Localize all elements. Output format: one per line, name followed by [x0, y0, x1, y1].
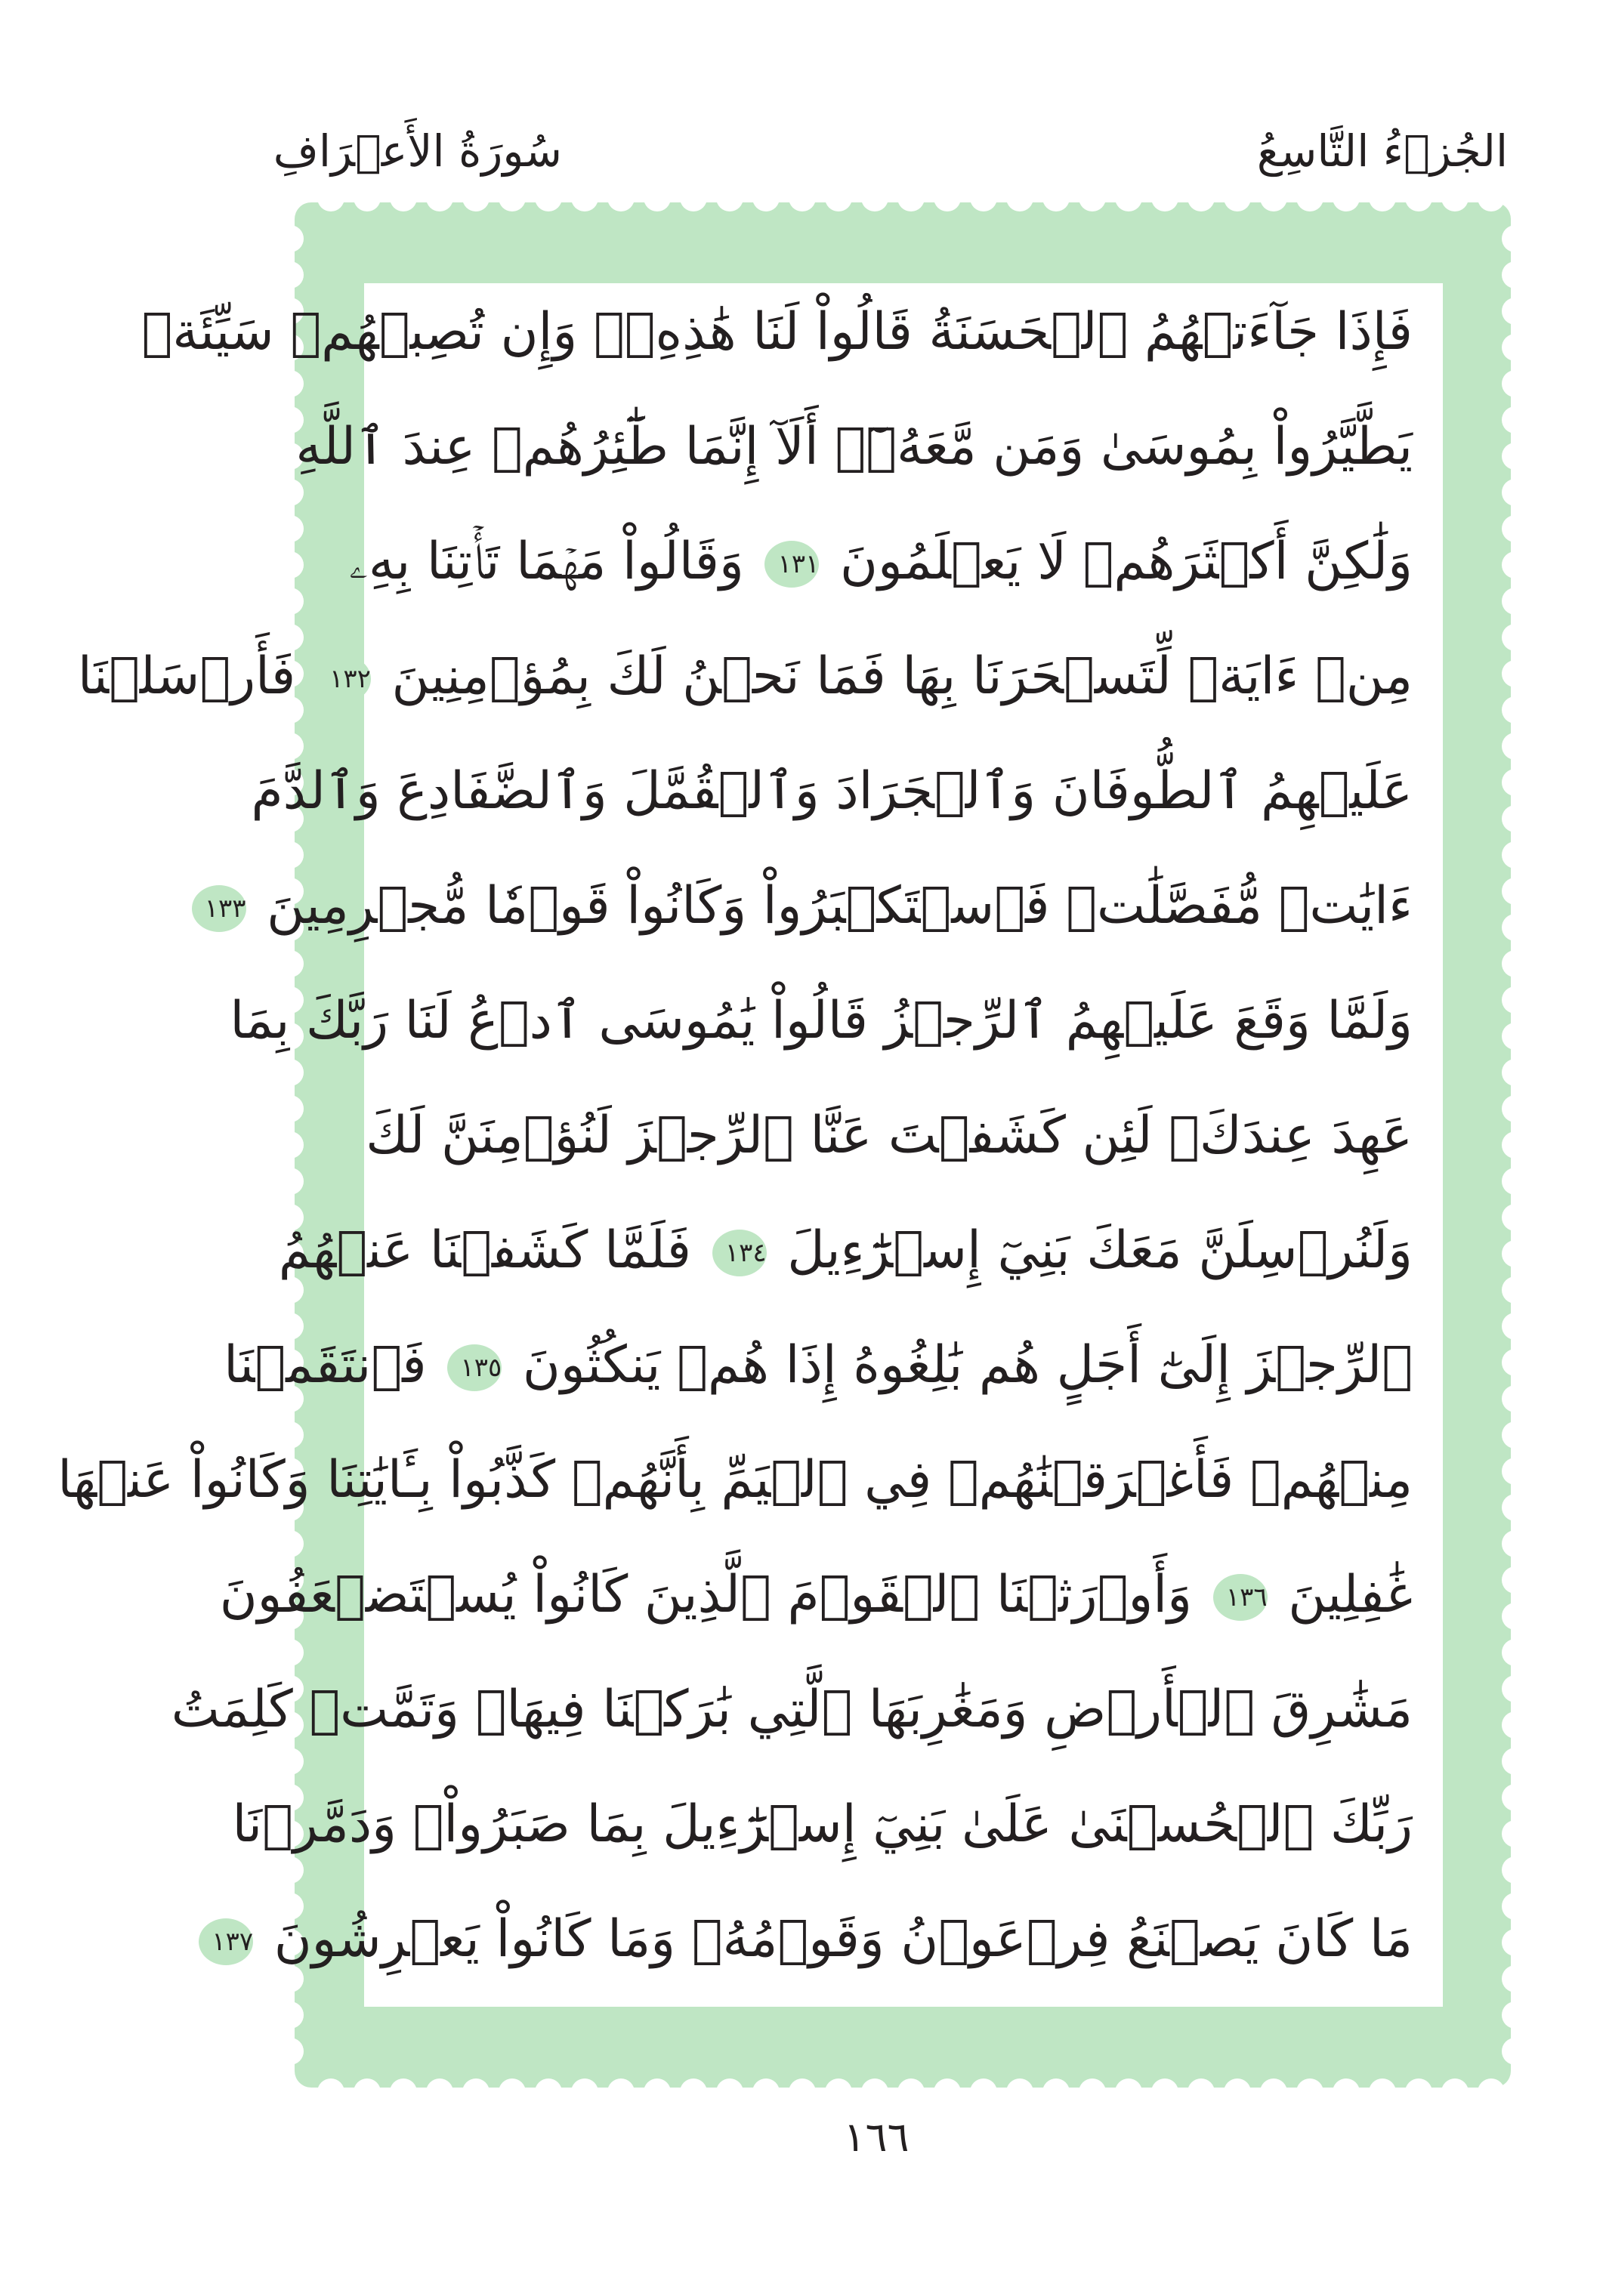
scallop	[499, 2078, 526, 2106]
scallop	[276, 225, 304, 252]
scallop	[1502, 1276, 1529, 1304]
scallop	[1502, 588, 1529, 615]
scallop	[716, 2078, 743, 2106]
scallop	[789, 184, 816, 211]
scallop	[1502, 1748, 1529, 1775]
scallop	[276, 1131, 304, 1159]
scallop	[1188, 184, 1215, 211]
scallop	[354, 2078, 381, 2106]
scallop	[1502, 2001, 1529, 2029]
quran-line-6: ءَايَٰتٖ مُّفَصَّلَٰتٖ فَٱسۡتَكۡبَرُواْ وَكَانُواْ قَوۡمٗا مُّجۡرِمِينَ ١٣٣	[393, 862, 1413, 951]
scallop	[1478, 184, 1505, 211]
scallop	[1502, 696, 1529, 724]
scallop	[1502, 841, 1529, 869]
scallop	[1502, 1784, 1529, 1811]
scallop	[970, 2078, 997, 2106]
scallop	[1151, 184, 1178, 211]
scallop	[276, 515, 304, 542]
scallop	[934, 2078, 961, 2106]
scallop	[1502, 1711, 1529, 1739]
scallop	[462, 184, 490, 211]
scallop	[535, 184, 562, 211]
scallop	[462, 2078, 490, 2106]
scallop	[1333, 184, 1360, 211]
scallop	[1441, 184, 1469, 211]
scallop	[1502, 1385, 1529, 1412]
scallop	[1502, 660, 1529, 687]
scallop	[1042, 184, 1070, 211]
scallop	[1502, 1639, 1529, 1666]
scallop	[1115, 184, 1142, 211]
scallop	[1502, 733, 1529, 760]
quran-line-2: يَطَّيَّرُواْ بِمُوسَىٰ وَمَن مَّعَهُۥٓۗ أَلَآ إِنَّمَا طَٰٓئِرُهُمۡ عِندَ ٱللَّهِ	[295, 417, 1413, 477]
scallop	[1502, 1421, 1529, 1449]
scallop	[1151, 2078, 1178, 2106]
scallop	[1260, 184, 1287, 211]
quran-line-13: مَشَٰرِقَ ٱلۡأَرۡضِ وَمَغَٰرِبَهَا ٱلَّتِي بَٰرَكۡنَا فِيهَاۖ وَتَمَّتۡ كَلِمَتُ	[171, 1680, 1413, 1739]
scallop	[680, 184, 707, 211]
scallop	[354, 184, 381, 211]
scallop	[1502, 370, 1529, 397]
scallop	[535, 2078, 562, 2106]
page-number: ١٦٦	[843, 2113, 910, 2161]
scallop	[752, 184, 780, 211]
scallop	[1441, 2078, 1469, 2106]
quran-line-14: رَبِّكَ ٱلۡحُسۡنَىٰ عَلَىٰ بَنِيٓ إِسۡرَٰٓءِيلَ بِمَا صَبَرُواْۖ وَدَمَّرۡنَا	[232, 1795, 1413, 1854]
scallop	[644, 2078, 671, 2106]
scallop	[1079, 184, 1106, 211]
scallop	[1478, 2078, 1505, 2106]
scallop	[426, 2078, 453, 2106]
scallop	[276, 588, 304, 615]
quran-line-9: وَلَنُرۡسِلَنَّ مَعَكَ بَنِيٓ إِسۡرَٰٓءِيلَ ١٣٤ فَلَمَّا كَشَفۡنَا عَنۡهُمُ	[278, 1221, 1413, 1280]
scallop	[1502, 298, 1529, 325]
quran-line-3: وَلَٰكِنَّ أَكۡثَرَهُمۡ لَا يَعۡلَمُونَ ١٣١ وَقَالُواْ مَهۡمَا تَأۡتِنَا بِهِۦ	[349, 532, 1413, 591]
scallop	[276, 2001, 304, 2029]
scallop	[1405, 2078, 1432, 2106]
scallop	[1502, 225, 1529, 252]
scallop	[317, 2078, 344, 2106]
surah-name: سُورَةُ الأَعۡرَافِ	[273, 125, 562, 177]
scallop	[1502, 1603, 1529, 1630]
scallop	[644, 184, 671, 211]
scallop	[680, 2078, 707, 2106]
scallop	[571, 2078, 598, 2106]
scallop	[1502, 1530, 1529, 1557]
scallop	[1115, 2078, 1142, 2106]
scallop	[716, 184, 743, 211]
quran-line-11: مِنۡهُمۡ فَأَغۡرَقۡنَٰهُمۡ فِي ٱلۡيَمِّ بِأَنَّهُمۡ كَذَّبُواْ بِـَٔايَٰتِنَا وَكَانُواْ عَنۡهَا	[57, 1450, 1413, 1510]
scallop	[1502, 406, 1529, 434]
scallop	[1502, 1820, 1529, 1847]
scallop	[1296, 184, 1323, 211]
scallop	[1369, 2078, 1396, 2106]
ayah-number-marker: ١٣٤	[712, 1230, 767, 1276]
scallop	[1502, 515, 1529, 542]
scallop	[607, 184, 635, 211]
scallop	[970, 184, 997, 211]
ayah-number-marker: ١٣٢	[317, 656, 371, 702]
scallop	[897, 184, 925, 211]
scallop	[1502, 1856, 1529, 1884]
quran-line-12: غَٰفِلِينَ ١٣٦ وَأَوۡرَثۡنَا ٱلۡقَوۡمَ ٱلَّذِينَ كَانُواْ يُسۡتَضۡعَفُونَ	[219, 1565, 1413, 1625]
scallop	[1502, 878, 1529, 905]
scallop	[1502, 769, 1529, 796]
scallop	[1502, 1240, 1529, 1267]
scallop	[825, 184, 852, 211]
scallop	[1502, 986, 1529, 1014]
scallop	[1502, 1893, 1529, 1920]
scallop	[1042, 2078, 1070, 2106]
scallop	[276, 1168, 304, 1195]
scallop	[276, 551, 304, 579]
scallop	[789, 2078, 816, 2106]
ayah-number-marker: ١٣١	[764, 541, 819, 588]
scallop	[571, 184, 598, 211]
scallop	[1502, 1965, 1529, 1992]
scallop	[1502, 551, 1529, 579]
scallop	[276, 2038, 304, 2065]
scallop	[1188, 2078, 1215, 2106]
scallop	[1260, 2078, 1287, 2106]
scallop	[934, 184, 961, 211]
scallop	[1502, 914, 1529, 941]
scallop	[1502, 1131, 1529, 1159]
scallop	[390, 2078, 417, 2106]
scallop	[276, 1095, 304, 1122]
scallop	[1224, 2078, 1251, 2106]
scallop	[1224, 184, 1251, 211]
quran-line-10: ٱلرِّجۡزَ إِلَىٰٓ أَجَلٍ هُم بَٰلِغُوهُ إِذَا هُمۡ يَنكُثُونَ ١٣٥ فَٱنتَقَمۡنَا	[224, 1335, 1413, 1395]
quran-line-5: عَلَيۡهِمُ ٱلطُّوفَانَ وَٱلۡجَرَادَ وَٱلۡقُمَّلَ وَٱلضَّفَادِعَ وَٱلدَّمَ	[251, 761, 1413, 821]
scallop	[1079, 2078, 1106, 2106]
scallop	[1502, 950, 1529, 977]
quran-line-15: مَا كَانَ يَصۡنَعُ فِرۡعَوۡنُ وَقَوۡمُهُۥ وَمَا كَانُواْ يَعۡرِشُونَ ١٣٧	[393, 1895, 1413, 1984]
scallop	[1502, 1204, 1529, 1231]
scallop	[317, 184, 344, 211]
scallop	[499, 184, 526, 211]
scallop	[1502, 1929, 1529, 1956]
scallop	[1502, 479, 1529, 506]
scallop	[752, 2078, 780, 2106]
scallop	[1502, 1168, 1529, 1195]
scallop	[276, 261, 304, 289]
juz-name: الجُزۡءُ التَّاسِعُ	[1256, 125, 1509, 177]
ayah-number-marker: ١٣٧	[199, 1918, 253, 1965]
scallop	[1502, 261, 1529, 289]
quran-line-1: فَإِذَا جَآءَتۡهُمُ ٱلۡحَسَنَةُ قَالُواْ لَنَا هَٰذِهِۦۖ وَإِن تُصِبۡهُمۡ سَيِّئَةٞ	[141, 302, 1413, 362]
scallop	[861, 184, 888, 211]
scallop	[1502, 624, 1529, 651]
scallop	[390, 184, 417, 211]
scallop	[1502, 1675, 1529, 1702]
scallop	[1502, 1059, 1529, 1086]
scallop	[1502, 1095, 1529, 1122]
scallop	[1006, 2078, 1033, 2106]
scallop	[1502, 1566, 1529, 1594]
quran-line-7: وَلَمَّا وَقَعَ عَلَيۡهِمُ ٱلرِّجۡزُ قَالُواْ يَٰمُوسَى ٱدۡعُ لَنَا رَبَّكَ بِمَا	[230, 991, 1413, 1051]
scallop	[276, 950, 304, 977]
scallop	[1502, 1023, 1529, 1050]
quran-line-4: مِنۡ ءَايَةٖ لِّتَسۡحَرَنَا بِهَا فَمَا نَحۡنُ لَكَ بِمُؤۡمِنِينَ ١٣٢ فَأَرۡسَلۡنَا	[77, 647, 1413, 706]
scallop	[1502, 805, 1529, 832]
scallop	[426, 184, 453, 211]
scallop	[607, 2078, 635, 2106]
ayah-number-marker: ١٣٥	[447, 1344, 502, 1391]
scallop	[1296, 2078, 1323, 2106]
scallop	[1502, 443, 1529, 470]
scallop	[1502, 1494, 1529, 1521]
quran-line-8: عَهِدَ عِندَكَۖ لَئِن كَشَفۡتَ عَنَّا ٱلرِّجۡزَ لَنُؤۡمِنَنَّ لَكَ	[366, 1106, 1413, 1165]
scallop	[861, 2078, 888, 2106]
ayah-number-marker: ١٣٣	[192, 885, 246, 932]
scallop	[1333, 2078, 1360, 2106]
scallop	[1502, 1458, 1529, 1485]
scallop	[1502, 334, 1529, 361]
scallop	[1502, 2038, 1529, 2065]
ayah-number-marker: ١٣٦	[1213, 1574, 1268, 1621]
scallop	[1502, 1313, 1529, 1340]
scallop	[1369, 184, 1396, 211]
scallop	[897, 2078, 925, 2106]
scallop	[1405, 184, 1432, 211]
scallop	[825, 2078, 852, 2106]
scallop	[1502, 1349, 1529, 1376]
scallop	[276, 1639, 304, 1666]
scallop	[1006, 184, 1033, 211]
